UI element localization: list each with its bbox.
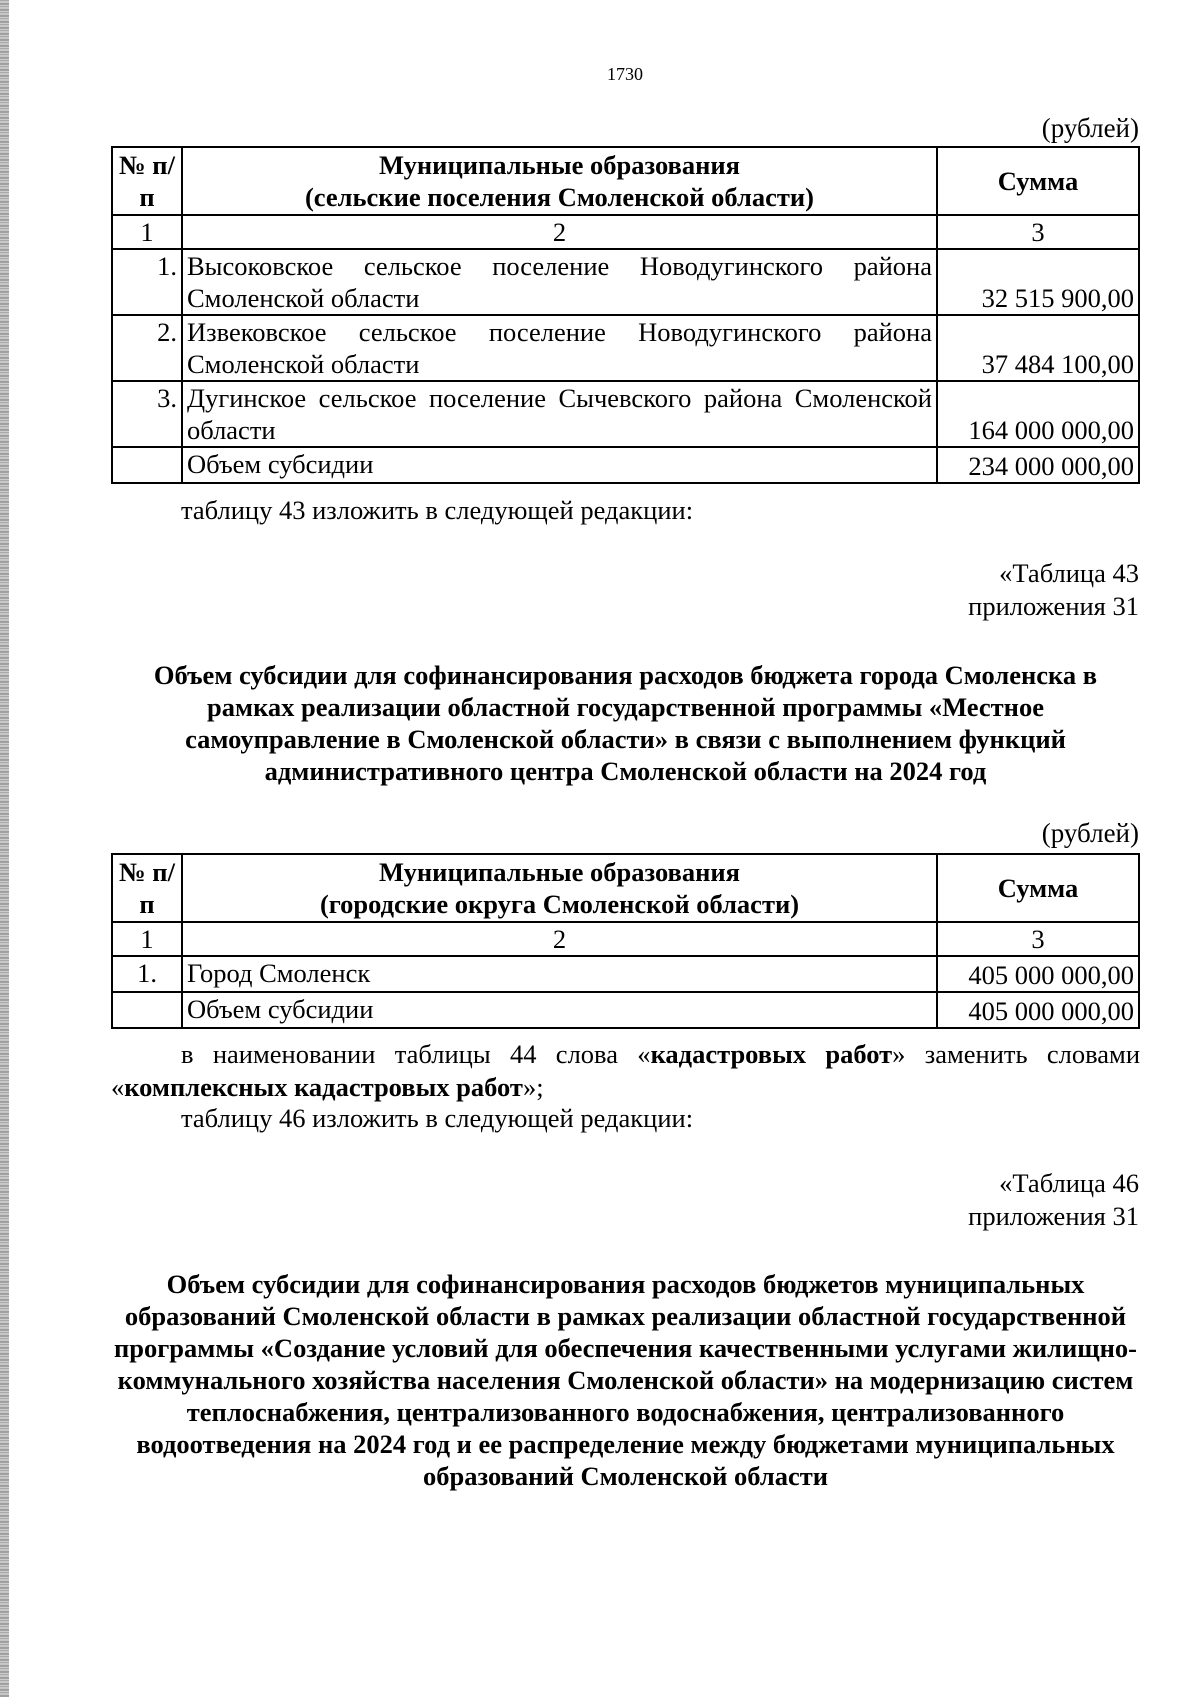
- row-number: 3.: [112, 381, 182, 447]
- col-number: 3: [937, 922, 1139, 956]
- table46-reference: [968, 1167, 1139, 1233]
- table46-ref-line2: приложения 31: [968, 1201, 1139, 1231]
- scan-edge: [0, 0, 9, 1697]
- total-sum: 234 000 000,00: [937, 447, 1139, 483]
- row-municipality: Город Смоленск: [182, 956, 937, 992]
- table43-title: Объем субсидии для софинансирования расходов бюджета города Смоленска в рамках реализации областной государственной программы «Местное самоуправление в Смоленской области» в связи с выполнением функций административного центра Смоленской области на 2024 год: [153, 660, 1098, 786]
- total-sum: 405 000 000,00: [937, 992, 1139, 1028]
- header-num: № п/п: [112, 147, 182, 215]
- column-number-row: [112, 215, 1139, 249]
- row-sum: 32 515 900,00: [937, 249, 1139, 315]
- column-number-row: [112, 922, 1139, 956]
- col-number: 1: [112, 215, 182, 249]
- unit-label: (рублей): [1041, 113, 1139, 143]
- p2-bold-new-words: комплексных кадастровых работ: [124, 1072, 523, 1102]
- table46-title: Объем субсидии для софинансирования расходов бюджетов муниципальных образований Смоленской области в рамках реализации областной государственной программы «Создание условий для обеспечения качественными услугами жилищно-коммунального хозяйства населения Смоленской области» на модернизацию систем теплоснабжения, централизованного водоснабжения, централизованного водоотведения на 2024 год и ее распределение между бюджетами муниципальных образований Смоленской области: [113, 1269, 1137, 1491]
- header-sum: Сумма: [937, 147, 1139, 215]
- col-number: 2: [182, 922, 937, 956]
- table-row: [112, 249, 1139, 315]
- table-row: [112, 315, 1139, 381]
- row-sum: 164 000 000,00: [937, 381, 1139, 447]
- table43-reference: [968, 557, 1139, 623]
- row-sum: 405 000 000,00: [937, 956, 1139, 992]
- row-number: 1.: [112, 956, 182, 992]
- table43-ref-line1: «Таблица 43: [999, 558, 1139, 588]
- table-header-row: [112, 147, 1139, 215]
- header-municipalities: [182, 147, 937, 215]
- row-municipality: Дугинское сельское поселение Сычевского района Смоленской области: [182, 381, 937, 447]
- total-label: Объем субсидии: [182, 447, 937, 483]
- header-name-line1: Муниципальные образования: [379, 857, 740, 887]
- p2-text-3: »;: [522, 1072, 544, 1102]
- subsidy-table-smolensk: [111, 853, 1140, 1029]
- row-municipality: Высоковское сельское поселение Новодугинского района Смоленской области: [182, 249, 937, 315]
- total-row: [112, 992, 1139, 1028]
- col-number: 1: [112, 922, 182, 956]
- header-name-line2: (городские округа Смоленской области): [319, 889, 800, 919]
- paragraph-table46-instruction: таблицу 46 изложить в следующей редакции:: [181, 1103, 694, 1133]
- total-num-cell: [112, 992, 182, 1028]
- table43-ref-line2: приложения 31: [968, 591, 1139, 621]
- header-name-line2: (сельские поселения Смоленской области): [304, 182, 815, 212]
- header-name-line1: Муниципальные образования: [379, 150, 740, 180]
- table46-ref-line1: «Таблица 46: [999, 1168, 1139, 1198]
- table-row: [112, 381, 1139, 447]
- unit-label: (рублей): [1041, 818, 1139, 848]
- total-label: Объем субсидии: [182, 992, 937, 1028]
- total-num-cell: [112, 447, 182, 483]
- row-number: 2.: [112, 315, 182, 381]
- p2-text-2: » заменить словами «: [111, 1039, 1141, 1102]
- total-row: [112, 447, 1139, 483]
- paragraph-table44-rename: [111, 1038, 1140, 1104]
- header-num: № п/п: [112, 854, 182, 922]
- p2-bold-old-words: кадастровых работ: [650, 1039, 893, 1069]
- row-sum: 37 484 100,00: [937, 315, 1139, 381]
- col-number: 2: [182, 215, 937, 249]
- paragraph-table43-instruction: таблицу 43 изложить в следующей редакции:: [181, 495, 694, 525]
- row-number: 1.: [112, 249, 182, 315]
- subsidy-table-rural: [111, 146, 1140, 484]
- col-number: 3: [937, 215, 1139, 249]
- row-municipality: Извековское сельское поселение Новодугинского района Смоленской области: [182, 315, 937, 381]
- p2-text-1: в наименовании таблицы 44 слова «: [181, 1039, 651, 1069]
- header-municipalities: [182, 854, 937, 922]
- table-row: [112, 956, 1139, 992]
- header-sum: Сумма: [937, 854, 1139, 922]
- table-header-row: [112, 854, 1139, 922]
- page-number: 1730: [607, 64, 643, 84]
